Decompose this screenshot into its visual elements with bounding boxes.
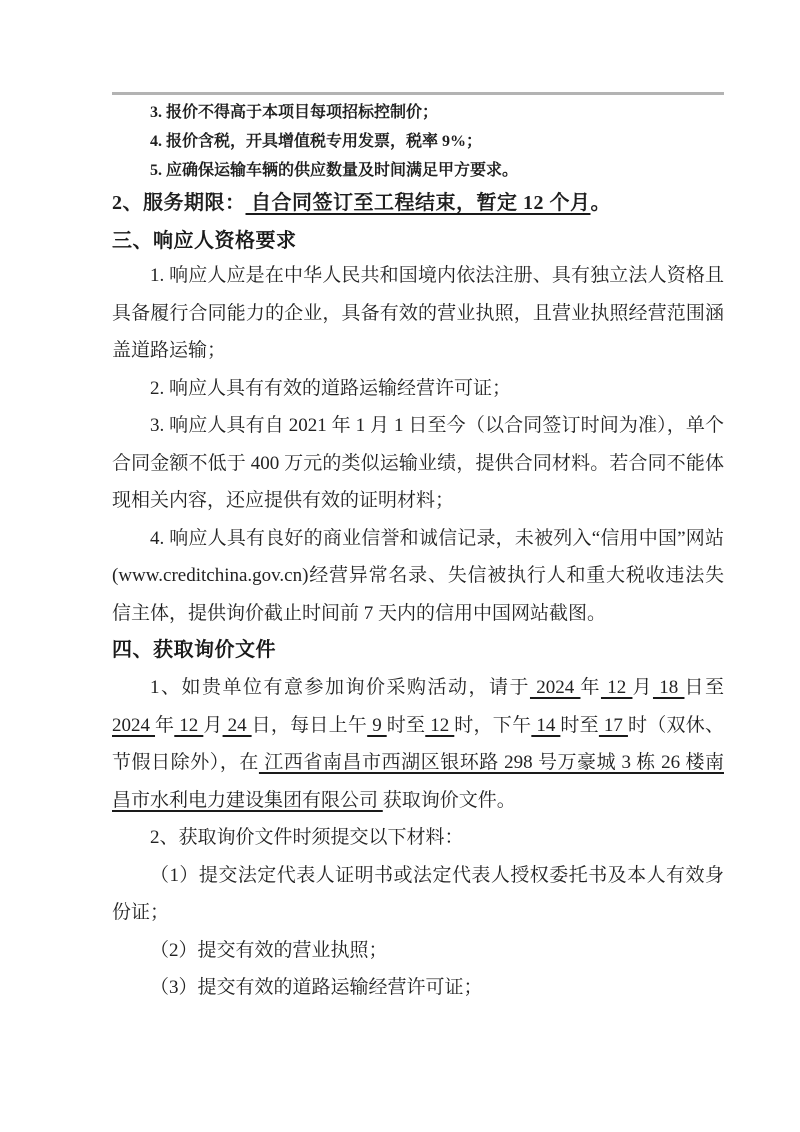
end-month-blank: 12 bbox=[174, 714, 204, 736]
text-run: 年 bbox=[155, 714, 175, 736]
section4-heading: 四、获取询价文件 bbox=[112, 639, 276, 661]
afternoon-end-hour-blank: 17 bbox=[598, 714, 628, 736]
document-content bbox=[112, 92, 724, 1007]
qualification-item-3: 3. 响应人具有自 2021 年 1 月 1 日至今（以合同签订时间为准），单个合同金额不低于 400 万元的类似运输业绩，提供合同材料。若合同不能体现相关内容，还应提供有效的证明材料； bbox=[112, 415, 724, 511]
afternoon-start-hour-blank: 14 bbox=[531, 714, 561, 736]
required-material-1: （1）提交法定代表人证明书或法定代表人授权委托书及本人有效身份证； bbox=[112, 864, 724, 923]
obtain-document-item-2: 2、获取询价文件时须提交以下材料： bbox=[150, 827, 464, 848]
text-run: 时，下午 bbox=[454, 714, 532, 736]
text-run: 1、如贵单位有意参加询价采购活动，请于 bbox=[150, 677, 530, 698]
start-month-blank: 12 bbox=[600, 677, 633, 698]
page-top-rule bbox=[112, 92, 724, 95]
required-material-3: （3）提交有效的道路运输经营许可证； bbox=[150, 977, 483, 998]
quote-condition-3: 3. 报价不得高于本项目每项招标控制价； bbox=[150, 104, 439, 121]
text-run: 月 bbox=[632, 677, 653, 698]
service-term-label: 2、服务期限： bbox=[112, 192, 246, 214]
service-term-period: 。 bbox=[590, 192, 611, 214]
text-run: 获取询价文件。 bbox=[382, 789, 516, 811]
text-run: 时（双休、节假日除外），在 bbox=[112, 714, 724, 773]
required-material-2: （2）提交有效的营业执照； bbox=[150, 939, 388, 961]
morning-start-hour-blank: 9 bbox=[367, 714, 387, 736]
morning-end-hour-blank: 12 bbox=[425, 714, 455, 736]
qualification-item-2: 2. 响应人具有有效的道路运输经营许可证； bbox=[150, 377, 512, 399]
qualification-item-1: 1. 响应人应是在中华人民共和国境内依法注册、具有独立法人资格且具备履行合同能力的企业，具备有效的营业执照，且营业执照经营范围涵盖道路运输； bbox=[112, 265, 724, 361]
section3-heading: 三、响应人资格要求 bbox=[112, 230, 297, 252]
obtain-document-item-1 bbox=[112, 669, 724, 819]
service-term-value-blank: 自合同签订至工程结束，暂定 12 个月 bbox=[245, 192, 591, 214]
service-term-line bbox=[112, 188, 724, 219]
quote-condition-4: 4. 报价含税，开具增值税专用发票，税率 9%； bbox=[150, 133, 483, 150]
start-year-blank: 2024 bbox=[529, 677, 581, 698]
text-run: 年 bbox=[580, 677, 601, 698]
quote-condition-5: 5. 应确保运输车辆的供应数量及时间满足甲方要求。 bbox=[150, 162, 519, 179]
text-run: 时至 bbox=[560, 714, 599, 736]
text-run: 时至 bbox=[386, 714, 426, 736]
end-year-blank: 2024 bbox=[112, 714, 156, 736]
start-day-blank: 18 bbox=[652, 677, 685, 698]
end-day-blank: 24 bbox=[222, 714, 252, 736]
text-run: 日至 bbox=[684, 677, 724, 698]
qualification-item-4: 4. 响应人具有良好的商业信誉和诚信记录，未被列入“信用中国”网站(www.creditchina.gov.cn)经营异常名录、失信被执行人和重大税收违法失信主体，提供询价截止时间前 7 天内的信用中国网站截图。 bbox=[112, 527, 724, 624]
text-run: 日，每日上午 bbox=[251, 714, 368, 736]
address-blank: 江西省南昌市西湖区银环路 298 号万豪城 3 栋 26 楼南昌市水利电力建设集团有限公司 bbox=[112, 752, 724, 811]
text-run: 月 bbox=[203, 714, 223, 736]
